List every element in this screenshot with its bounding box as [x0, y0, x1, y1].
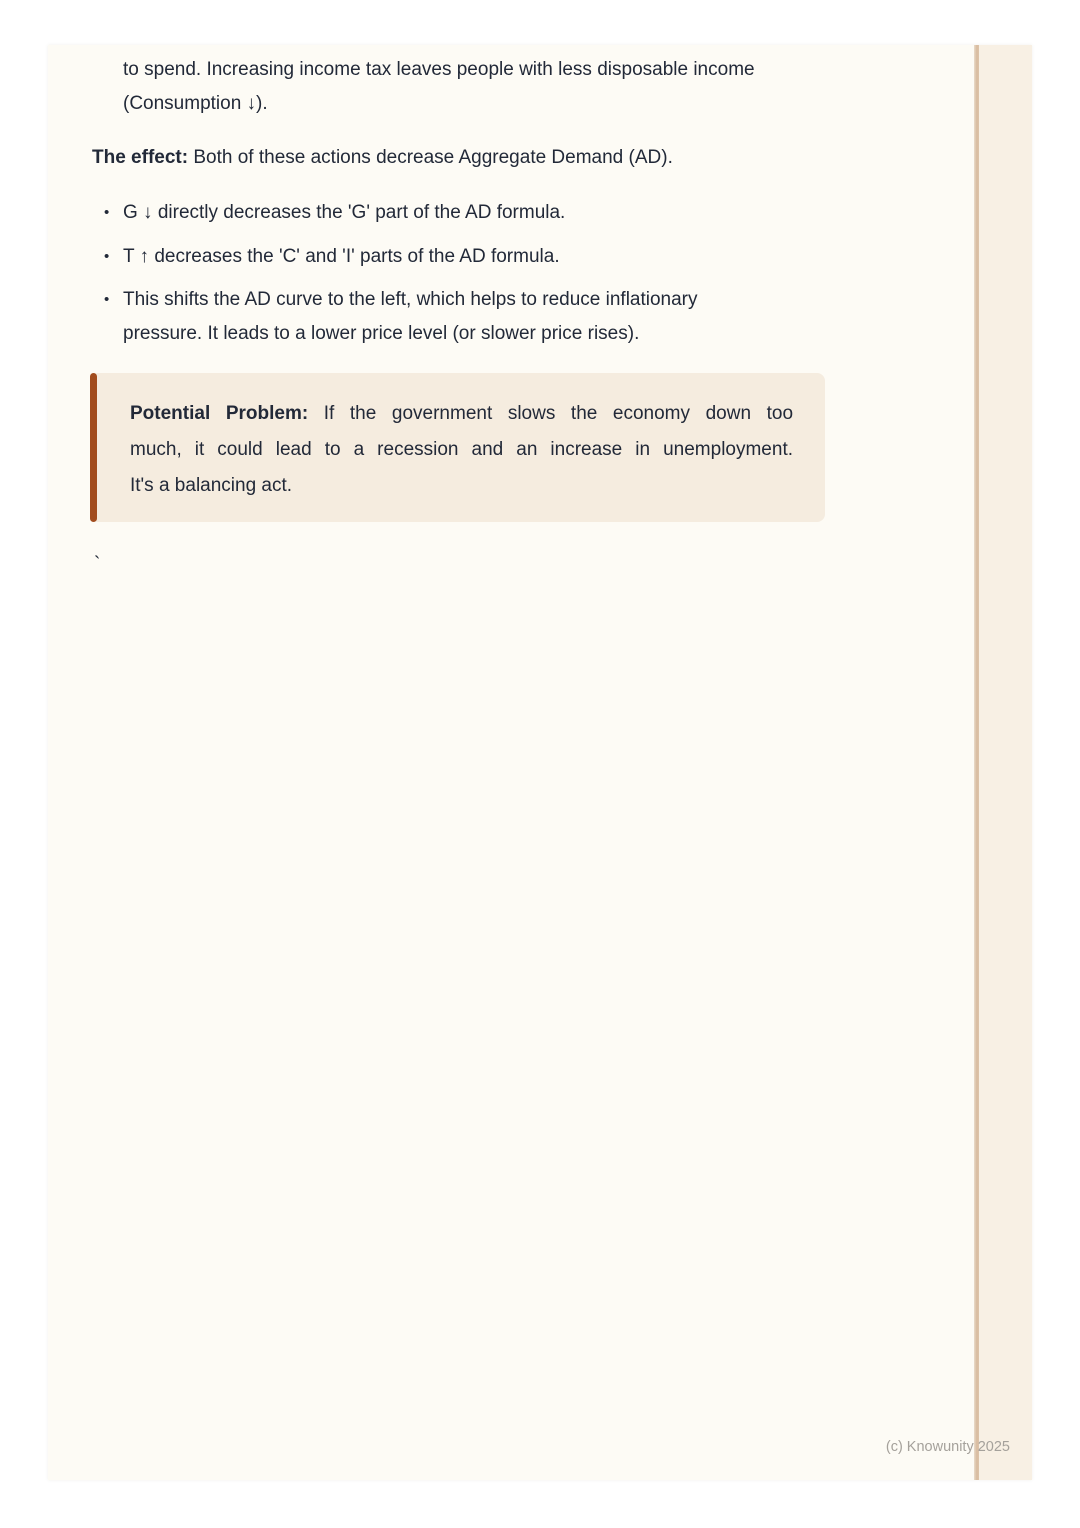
bullet-item-ad-shift	[92, 283, 698, 351]
intro-line-2: (Consumption ↓).	[123, 93, 268, 114]
bullet-marker: •	[104, 204, 110, 221]
bullet-text	[123, 283, 698, 351]
callout-line-3: It's a balancing act.	[130, 475, 293, 496]
callout-text	[130, 396, 793, 504]
bullet-item-g-down	[92, 196, 565, 230]
potential-problem-callout	[90, 373, 825, 522]
bullet-item-t-up	[92, 240, 560, 274]
intro-line-1: to spend. Increasing income tax leaves people with less disposable income	[123, 59, 755, 80]
stray-backtick: `	[94, 554, 101, 575]
effect-text: Both of these actions decrease Aggregate Demand (AD).	[193, 147, 673, 168]
intro-paragraph	[123, 53, 755, 121]
bullet-line-2: pressure. It leads to a lower price level (or slower price rises).	[123, 323, 640, 344]
callout-line-1	[130, 396, 793, 432]
callout-line-2: much, it could lead to a recession and an increase in unemployment.	[130, 439, 793, 460]
right-margin-strip	[979, 45, 1032, 1480]
callout-accent-bar	[90, 373, 97, 522]
bullet-marker: •	[104, 248, 110, 265]
callout-line-1-rest: If the government slows the economy down too	[323, 403, 794, 424]
document-page	[48, 45, 1032, 1480]
bullet-marker: •	[104, 291, 110, 308]
effect-label: The effect:	[92, 147, 189, 168]
effect-paragraph	[92, 141, 673, 175]
copyright-footer: (c) Knowunity 2025	[885, 1439, 1010, 1455]
right-margin-rule	[974, 45, 979, 1480]
callout-label: Potential Problem:	[130, 403, 309, 424]
bullet-text: T ↑ decreases the 'C' and 'I' parts of the AD formula.	[123, 246, 560, 267]
bullet-line-1: This shifts the AD curve to the left, which helps to reduce inflationary	[123, 289, 698, 310]
bullet-text: G ↓ directly decreases the 'G' part of the AD formula.	[123, 202, 566, 223]
